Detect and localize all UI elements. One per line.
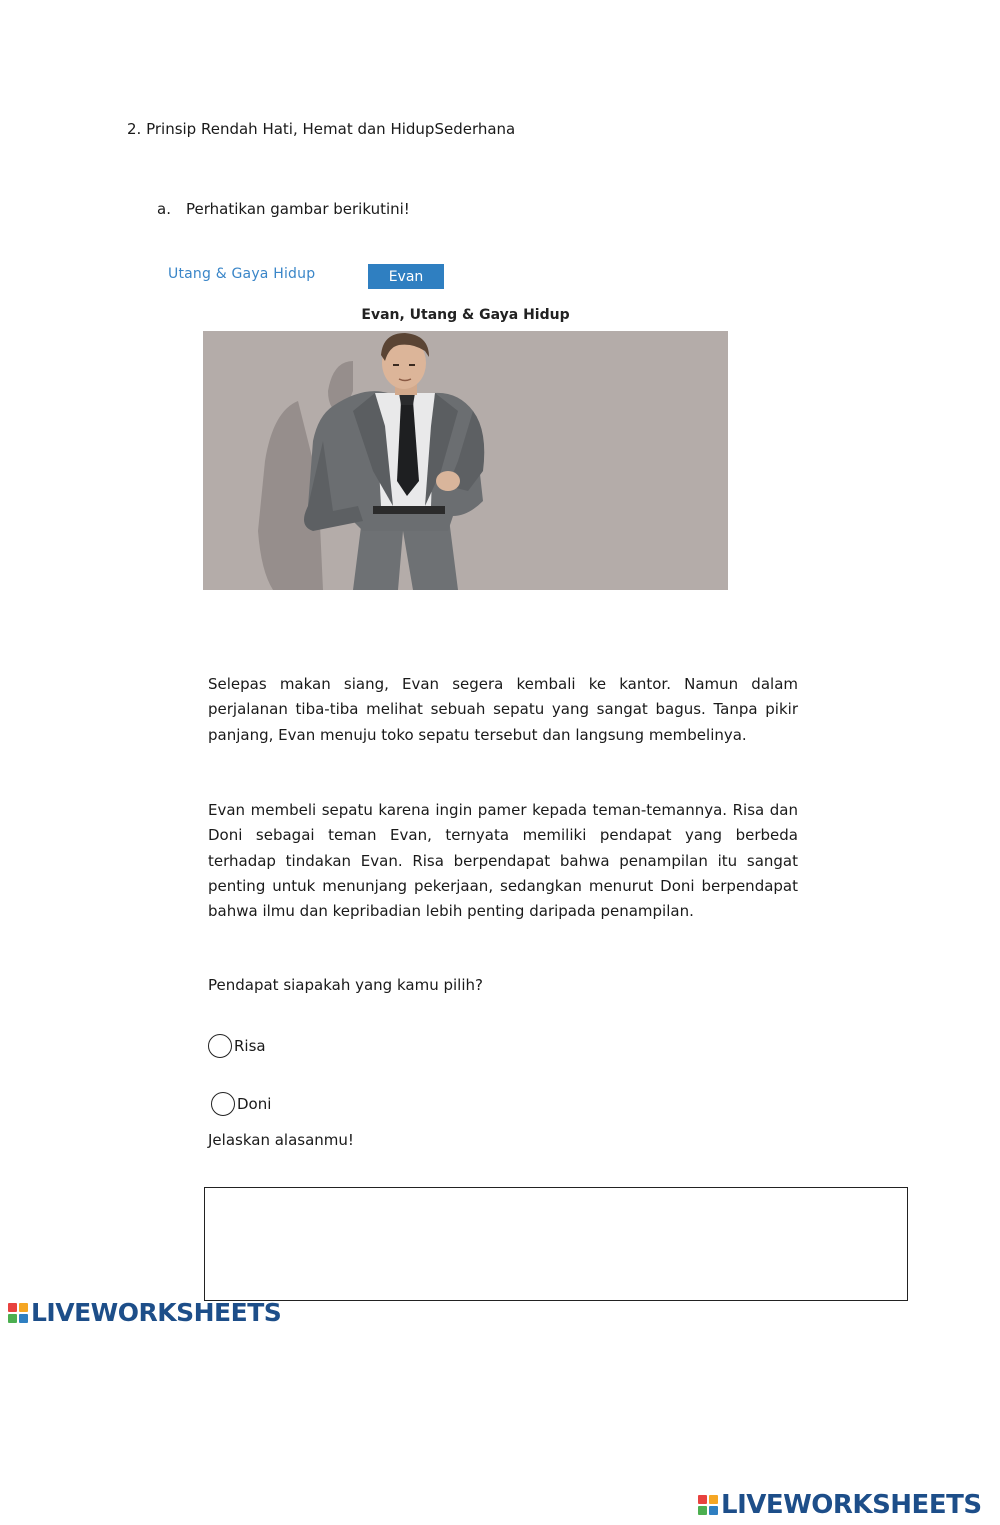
brand-text: LIVEWORKSHEETS: [31, 1298, 282, 1327]
image-caption: Evan, Utang & Gaya Hidup: [361, 307, 570, 323]
liveworksheets-logo-icon: [698, 1495, 718, 1515]
answer-textbox[interactable]: [204, 1187, 908, 1301]
radio-risa-icon[interactable]: [208, 1034, 232, 1058]
option-doni-label: Doni: [237, 1095, 272, 1113]
story-paragraph-1: Selepas makan siang, Evan segera kembali ke kantor. Namun dalam perjalanan tiba-tiba melihat sebuah sepatu yang sangat bagus. Tanpa pikir panjang, Evan menuju toko sepatu tersebut dan langsung membelinya.: [208, 675, 798, 744]
option-risa-label: Risa: [234, 1037, 266, 1055]
explain-label: Jelaskan alasanmu!: [208, 1131, 354, 1149]
story-paragraph-2: Evan membeli sepatu karena ingin pamer kepada teman-temannya. Risa dan Doni sebagai teman Evan, ternyata memiliki pendapat yang berbeda terhadap tindakan Evan. Risa berpendapat bahwa penampilan itu sangat penting untuk menunjang pekerjaan, sedangkan menurut Doni berpendapat bahwa ilmu dan kepribadian lebih penting daripada penampilan.: [208, 801, 798, 921]
brand-logo-top: [8, 1298, 281, 1327]
brand-logo-bottom: [698, 1490, 982, 1520]
evan-tab-button[interactable]: Evan: [368, 264, 444, 289]
brand-text: LIVEWORKSHEETS: [721, 1490, 982, 1520]
sub-instruction-marker: a.: [157, 200, 171, 218]
question-text: Pendapat siapakah yang kamu pilih?: [208, 976, 483, 994]
radio-doni-icon[interactable]: [211, 1092, 235, 1116]
option-doni[interactable]: [211, 1092, 271, 1116]
sub-instruction-text: Perhatikan gambar berikutini!: [186, 200, 410, 218]
businessman-illustration-icon: [203, 331, 728, 590]
sub-instruction: [157, 200, 410, 218]
option-risa[interactable]: [208, 1034, 266, 1058]
liveworksheets-logo-icon: [8, 1303, 28, 1323]
evan-illustration: [203, 331, 728, 590]
section-title: 2. Prinsip Rendah Hati, Hemat dan HidupSederhana: [127, 120, 516, 138]
tab-label: Utang & Gaya Hidup: [168, 266, 316, 282]
